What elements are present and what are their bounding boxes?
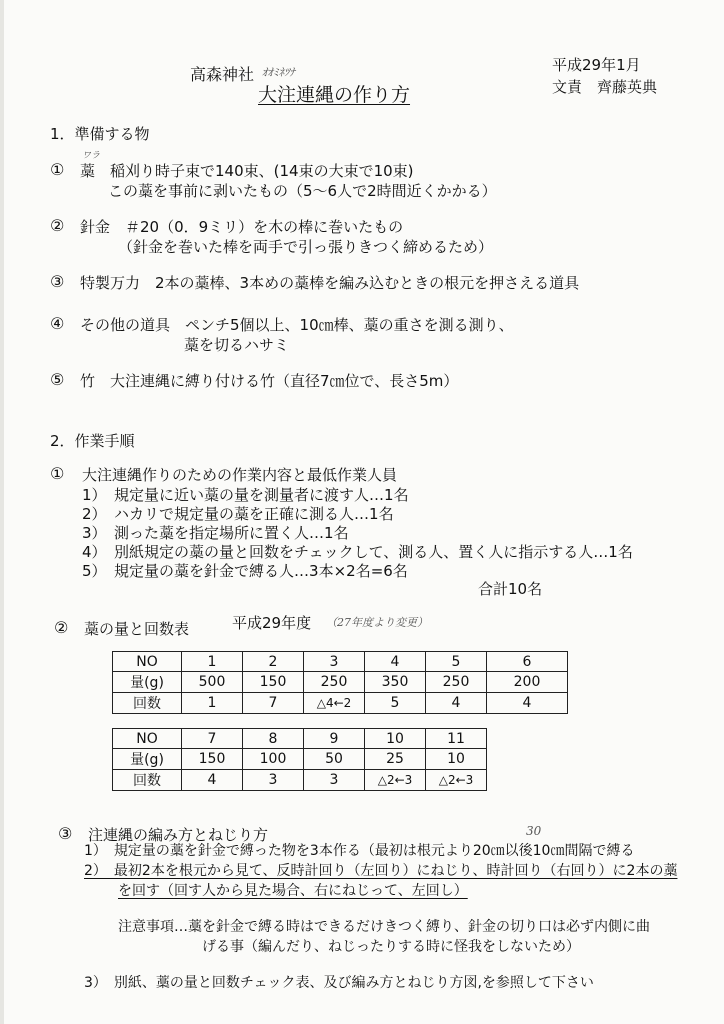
table-cell: 8 [243,729,304,749]
table-cell: 10 [426,749,487,770]
table-cell: 4 [487,693,568,714]
sub1-step-5: 5） 規定量の藁を針金で縛る人…3本×2名=6名 [82,562,408,580]
sub3-step-2a: 2） 最初2本を根元から見て、反時計回り（左回り）にねじり、時計回り（右回り）に2本の藁 [84,863,678,879]
table-cell: 7 [182,729,243,749]
table-row [113,693,568,714]
table-cell-handwritten: △4←2 [304,693,365,714]
table-cell: 6 [487,652,568,672]
table-cell: 350 [365,672,426,693]
item-1-ruby: ワラ [82,151,101,161]
table-row [113,729,487,749]
table-row [113,652,568,672]
table-row [113,749,487,770]
table-cell: 150 [182,749,243,770]
sub1-title: 大注連縄作りのための作業内容と最低作業人員 [82,466,398,484]
doc-author: 文責 齊藤英典 [552,78,658,96]
table-cell: 100 [243,749,304,770]
table-cell: 回数 [113,693,182,714]
sub2-title: 藁の量と回数表 [84,620,190,638]
item-3-num: ③ [50,272,65,291]
shrine-name: 高森神社 [190,65,255,84]
table-cell: 3 [243,770,304,791]
item-4-line2: 藁を切るハサミ [184,336,290,354]
table-cell: 4 [182,770,243,791]
table-cell: 1 [182,652,243,672]
item-2-line2: （針金を巻いた棒を両手で引っ張りきつく締めるため） [118,238,494,256]
section-1-heading: 1．準備する物 [50,125,150,143]
table-cell: 25 [365,749,426,770]
table-cell: 3 [304,770,365,791]
table-cell: 50 [304,749,365,770]
table-cell: 250 [304,672,365,693]
table-cell-handwritten: △2←3 [426,770,487,791]
item-5-num: ⑤ [50,370,65,389]
table-cell: 2 [243,652,304,672]
scan-edge [0,0,4,1024]
table-cell: 5 [426,652,487,672]
sub3-step-2b: を回す（回す人から見た場合、右にねじって、左回し） [118,883,468,899]
sub3-caution-1: 注意事項…藁を針金で縛る時はできるだけきつく縛り、針金の切り口は必ず内側に曲 [118,919,650,935]
sub3-step-1: 1） 規定量の藁を針金で縛った物を3本作る（最初は根元より20㎝以後10㎝間隔で縛る [84,843,635,859]
sub2-year: 平成29年度 [232,614,312,632]
table-row [113,672,568,693]
quantity-table-2 [112,728,487,791]
doc-date: 平成29年1月 [552,56,641,74]
table-row [113,770,487,791]
table-cell-handwritten: △2←3 [365,770,426,791]
table-cell: 11 [426,729,487,749]
section-2-heading: 2．作業手順 [50,432,135,450]
table-cell: 5 [365,693,426,714]
sub1-step-2: 2） ハカリで規定量の藁を正確に測る人…1名 [82,505,394,523]
table-cell: 量(g) [113,749,182,770]
table-cell: 回数 [113,770,182,791]
sub1-total: 合計10名 [478,580,543,598]
sub2-num: ② [54,618,69,637]
table-cell: 4 [365,652,426,672]
shrine-ruby-handwritten: ｵｵﾐﾈﾂﾅ [262,66,295,79]
item-4-num: ④ [50,314,65,333]
table-cell: 250 [426,672,487,693]
sub3-title: 注連縄の編み方とねじり方 [88,826,269,844]
item-5-line1: 竹 大注連縄に縛り付ける竹（直径7㎝位で、長さ5m） [80,372,459,390]
table-cell: 1 [182,693,243,714]
sub3-handwritten-30: 30 [526,824,542,838]
table-cell: 200 [487,672,568,693]
sub3-step-3: 3） 別紙、藁の量と回数チェック表、及び編み方とねじり方図,を参照して下さい [84,975,594,991]
table-cell: 量(g) [113,672,182,693]
table-cell: NO [113,729,182,749]
item-1-line1: 藁 稲刈り時子束で140束、(14束の大束で10束) [80,162,414,180]
sub3-caution-2: げる事（編んだり、ねじったりする時に怪我をしないため） [202,939,580,955]
sub3-num: ③ [58,824,73,843]
table-cell: 3 [304,652,365,672]
item-1-num: ① [50,160,65,179]
page-title: 大注連縄の作り方 [258,84,411,106]
item-1-line2: この藁を事前に剥いたもの（5～6人で2時間近くかかる） [108,182,497,200]
table-cell: 150 [243,672,304,693]
quantity-table-1 [112,651,568,714]
table-cell: 4 [426,693,487,714]
sub1-step-3: 3） 測った藁を指定場所に置く人…1名 [82,524,349,542]
item-2-num: ② [50,216,65,235]
table-cell: 10 [365,729,426,749]
sub1-step-1: 1） 規定量に近い藁の量を測量者に渡す人…1名 [82,486,409,504]
table-cell: 9 [304,729,365,749]
sub1-num: ① [50,464,65,483]
item-4-line1: その他の道具 ペンチ5個以上、10㎝棒、藁の重さを測る測り、 [80,316,514,334]
sub2-note-handwritten: （27年度より変更） [326,616,428,629]
item-3-line1: 特製万力 2本の藁棒、3本めの藁棒を編み込むときの根元を押さえる道具 [80,274,580,292]
sub1-step-4: 4） 別紙規定の藁の量と回数をチェックして、測る人、置く人に指示する人…1名 [82,543,633,561]
table-cell: 7 [243,693,304,714]
table-cell: NO [113,652,182,672]
table-cell: 500 [182,672,243,693]
item-2-line1: 針金 ＃20（0．9ミリ）を木の棒に巻いたもの [80,218,404,236]
